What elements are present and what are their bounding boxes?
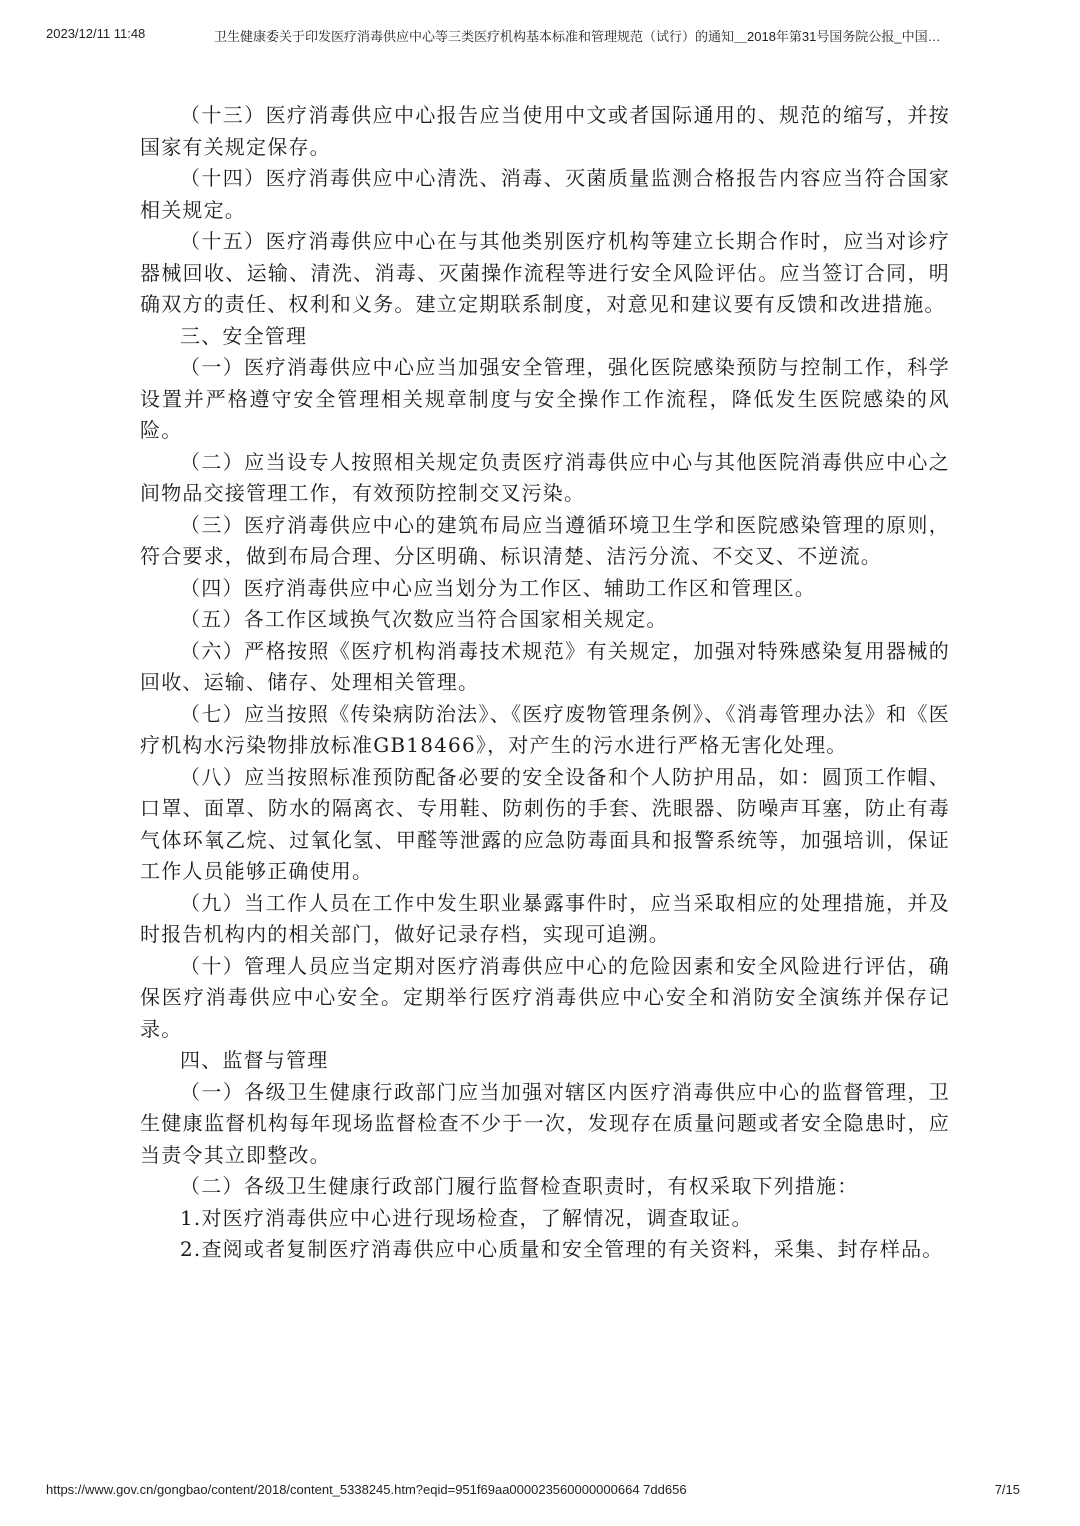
paragraph: （八）应当按照标准预防配备必要的安全设备和个人防护用品，如：圆顶工作帽、口罩、面罩、防水的隔离衣、专用鞋、防刺伤的手套、洗眼器、防噪声耳塞，防止有毒气体环氧乙烷、过氧化氢、甲醛等泄露的应急防毒面具和报警系统等，加强培训，保证工作人员能够正确使用。 [140,764,950,883]
document-title: 卫生健康委关于印发医疗消毒供应中心等三类医疗机构基本标准和管理规范（试行）的通知＿2018年第31号国务院公报_中国… [214,29,941,44]
paragraph: （六）严格按照《医疗机构消毒技术规范》有关规定，加强对特殊感染复用器械的回收、运输、储存、处理相关管理。 [140,638,950,694]
paragraph: （十五）医疗消毒供应中心在与其他类别医疗机构等建立长期合作时，应当对诊疗器械回收、运输、清洗、消毒、灭菌操作流程等进行安全风险评估。应当签订合同，明确双方的责任、权利和义务。建立定期联系制度，对意见和建议要有反馈和改进措施。 [140,229,950,316]
paragraph: （九）当工作人员在工作中发生职业暴露事件时，应当采取相应的处理措施，并及时报告机构内的相关部门，做好记录存档，实现可追溯。 [140,890,950,946]
section-heading: 四、监督与管理 [180,1048,329,1072]
section-heading: 三、安全管理 [180,323,308,348]
paragraph: （三）医疗消毒供应中心的建筑布局应当遵循环境卫生学和医院感染管理的原则，符合要求，做到布局合理、分区明确、标识清楚、洁污分流、不交叉、不逆流。 [140,512,950,568]
paragraph: （一）各级卫生健康行政部门应当加强对辖区内医疗消毒供应中心的监督管理，卫生健康监督机构每年现场监督检查不少于一次，发现存在质量问题或者安全隐患时，应当责令其立即整改。 [140,1079,950,1167]
list-item: 2.查阅或者复制医疗消毒供应中心质量和安全管理的有关资料，采集、封存样品。 [180,1237,944,1261]
list-item: 1.对医疗消毒供应中心进行现场检查，了解情况，调查取证。 [180,1205,753,1230]
paragraph: （一）医疗消毒供应中心应当加强安全管理，强化医院感染预防与控制工作，科学设置并严格遵守安全管理相关规章制度与安全操作工作流程，降低发生医院感染的风险。 [140,355,950,442]
paragraph: （十四）医疗消毒供应中心清洗、消毒、灭菌质量监测合格报告内容应当符合国家相关规定。 [140,166,950,222]
paragraph: （十）管理人员应当定期对医疗消毒供应中心的危险因素和安全风险进行评估，确保医疗消毒供应中心安全。定期举行医疗消毒供应中心安全和消防安全演练并保存记录。 [140,953,950,1041]
paragraph: （四）医疗消毒供应中心应当划分为工作区、辅助工作区和管理区。 [180,575,816,600]
page-number: 7/15 [994,1482,1020,1497]
paragraph: （五）各工作区域换气次数应当符合国家相关规定。 [180,607,668,631]
document-body [140,100,950,1266]
print-footer [46,1482,1034,1502]
paragraph: （七）应当按照《传染病防治法》、《医疗废物管理条例》、《消毒管理办法》和《医疗机构水污染物排放标准GB18466》，对产生的污水进行严格无害化处理。 [140,701,950,757]
paragraph: （二）各级卫生健康行政部门履行监督检查职责时，有权采取下列措施： [180,1174,859,1198]
paragraph: （二）应当设专人按照相关规定负责医疗消毒供应中心与其他医院消毒供应中心之间物品交接管理工作，有效预防控制交叉污染。 [140,449,950,505]
source-url[interactable]: https://www.gov.cn/gongbao/content/2018/content_5338245.htm?eqid=951f69aa000023560000000664 7dd656 [46,1482,687,1497]
print-datetime: 2023/12/11 11:48 [46,26,146,41]
paragraph: （十三）医疗消毒供应中心报告应当使用中文或者国际通用的、规范的缩写，并按国家有关规定保存。 [140,103,950,159]
print-header [46,26,1034,46]
